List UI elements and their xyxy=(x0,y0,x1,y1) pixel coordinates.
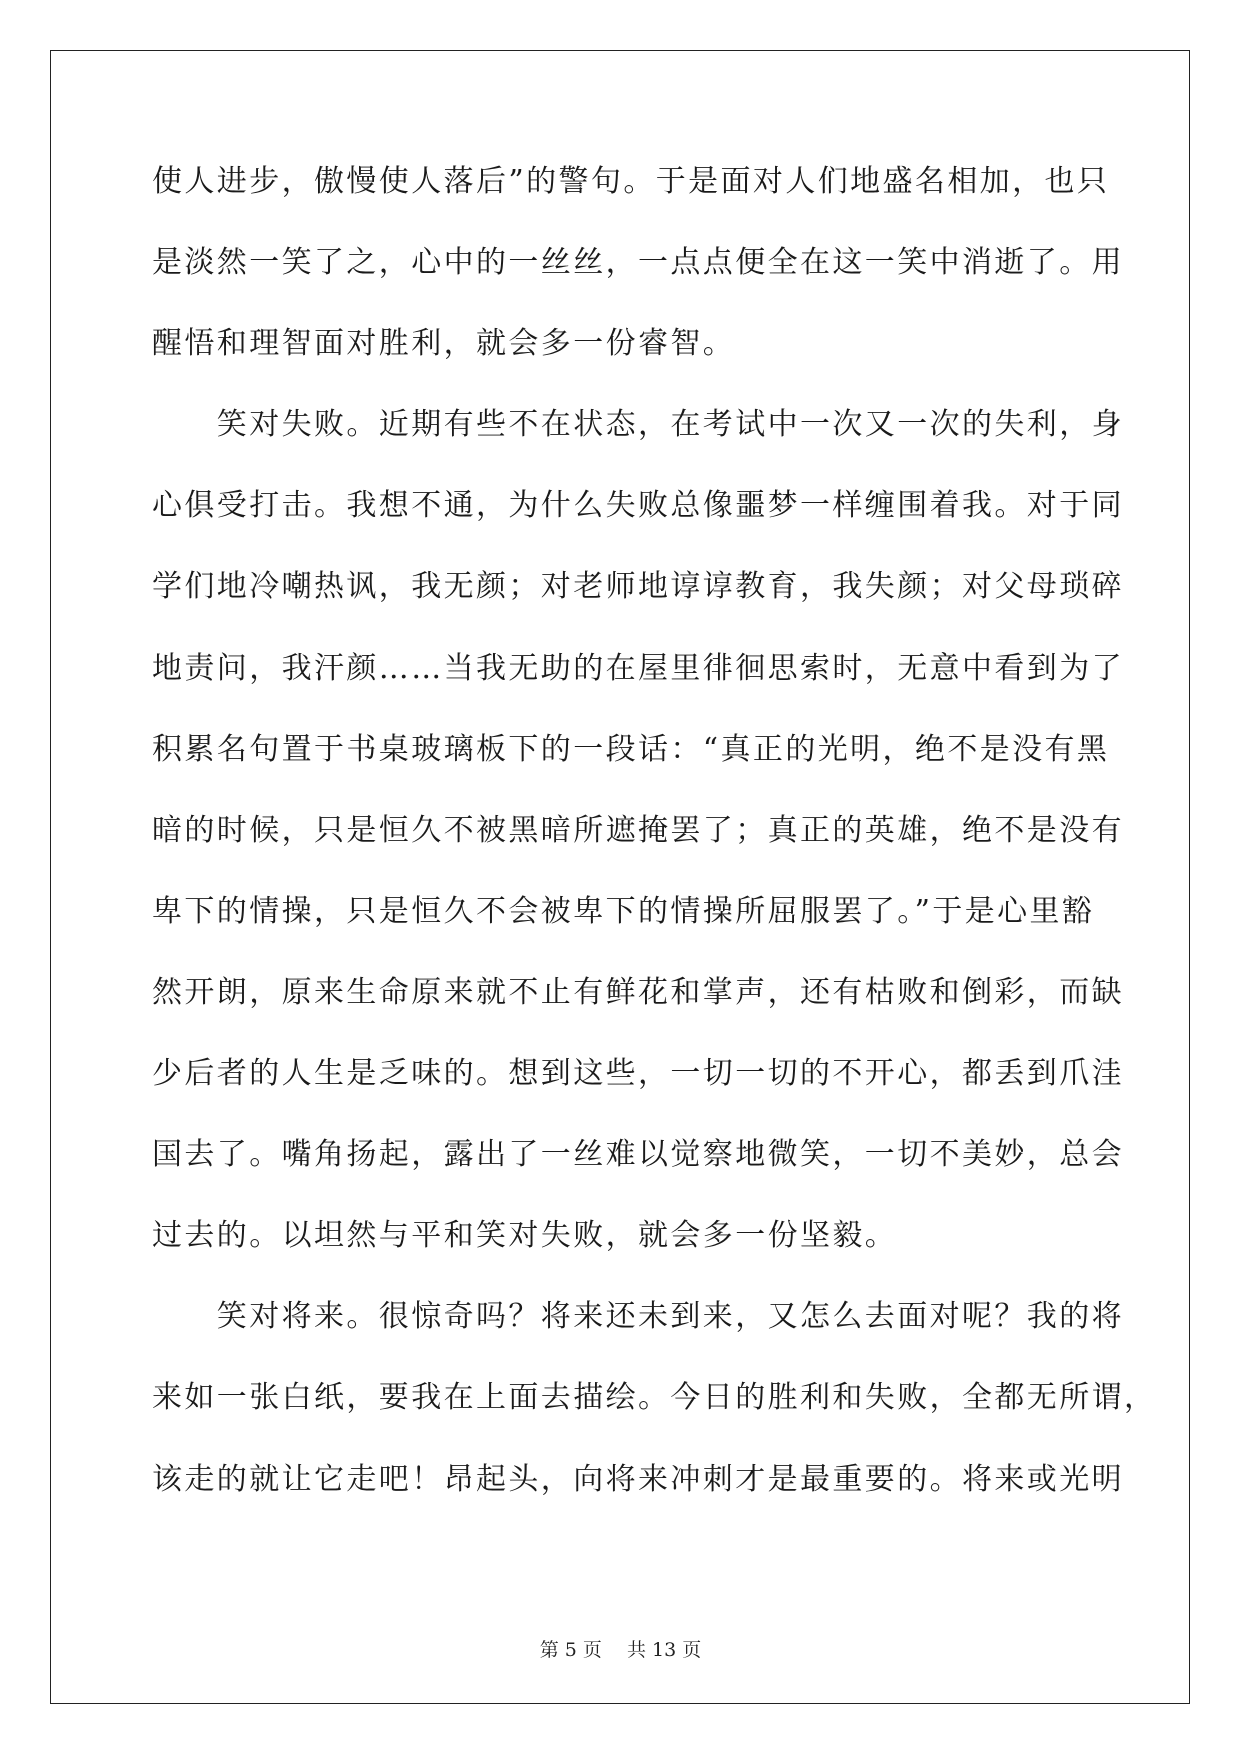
text-line: 来如一张白纸，要我在上面去描绘。今日的胜利和失败，全都无所谓， xyxy=(152,1380,1157,1416)
text-line: 少后者的人生是乏味的。想到这些，一切一切的不开心，都丢到爪洼 xyxy=(152,1056,1124,1092)
text-line: 然开朗，原来生命原来就不止有鲜花和掌声，还有枯败和倒彩，而缺 xyxy=(152,974,1124,1010)
text-line: 过去的。以坦然与平和笑对失败，就会多一份坚毅。 xyxy=(152,1218,898,1254)
text-line: 笑对失败。近期有些不在状态，在考试中一次又一次的失利，身 xyxy=(152,407,1124,443)
text-line: 卑下的情操，只是恒久不会被卑下的情操所屈服罢了。”于是心里豁 xyxy=(152,893,1095,929)
text-line: 醒悟和理智面对胜利，就会多一份睿智。 xyxy=(152,326,736,362)
text-line: 笑对将来。很惊奇吗？将来还未到来，又怎么去面对呢？我的将 xyxy=(152,1299,1124,1335)
text-line: 地责问，我汗颜……当我无助的在屋里徘徊思索时，无意中看到为了 xyxy=(152,650,1124,686)
text-line: 学们地冷嘲热讽，我无颜；对老师地谆谆教育，我失颜；对父母琐碎 xyxy=(152,569,1124,605)
page-number-footer: 第 5 页 共 13 页 xyxy=(539,1639,702,1661)
text-line: 是淡然一笑了之，心中的一丝丝，一点点便全在这一笑中消逝了。用 xyxy=(152,245,1124,281)
text-line: 暗的时候，只是恒久不被黑暗所遮掩罢了；真正的英雄，绝不是没有 xyxy=(152,812,1124,848)
text-line: 该走的就让它走吧！昂起头，向将来冲刺才是最重要的。将来或光明 xyxy=(152,1461,1124,1497)
text-line: 国去了。嘴角扬起，露出了一丝难以觉察地微笑，一切不美妙，总会 xyxy=(152,1137,1124,1173)
document-body xyxy=(152,162,1157,1541)
text-line: 使人进步，傲慢使人落后”的警句。于是面对人们地盛名相加，也只 xyxy=(152,164,1110,199)
text-line: 心俱受打击。我想不通，为什么失败总像噩梦一样缠围着我。对于同 xyxy=(152,488,1124,524)
text-line: 积累名句置于书桌玻璃板下的一段话：“真正的光明，绝不是没有黑 xyxy=(152,731,1110,767)
